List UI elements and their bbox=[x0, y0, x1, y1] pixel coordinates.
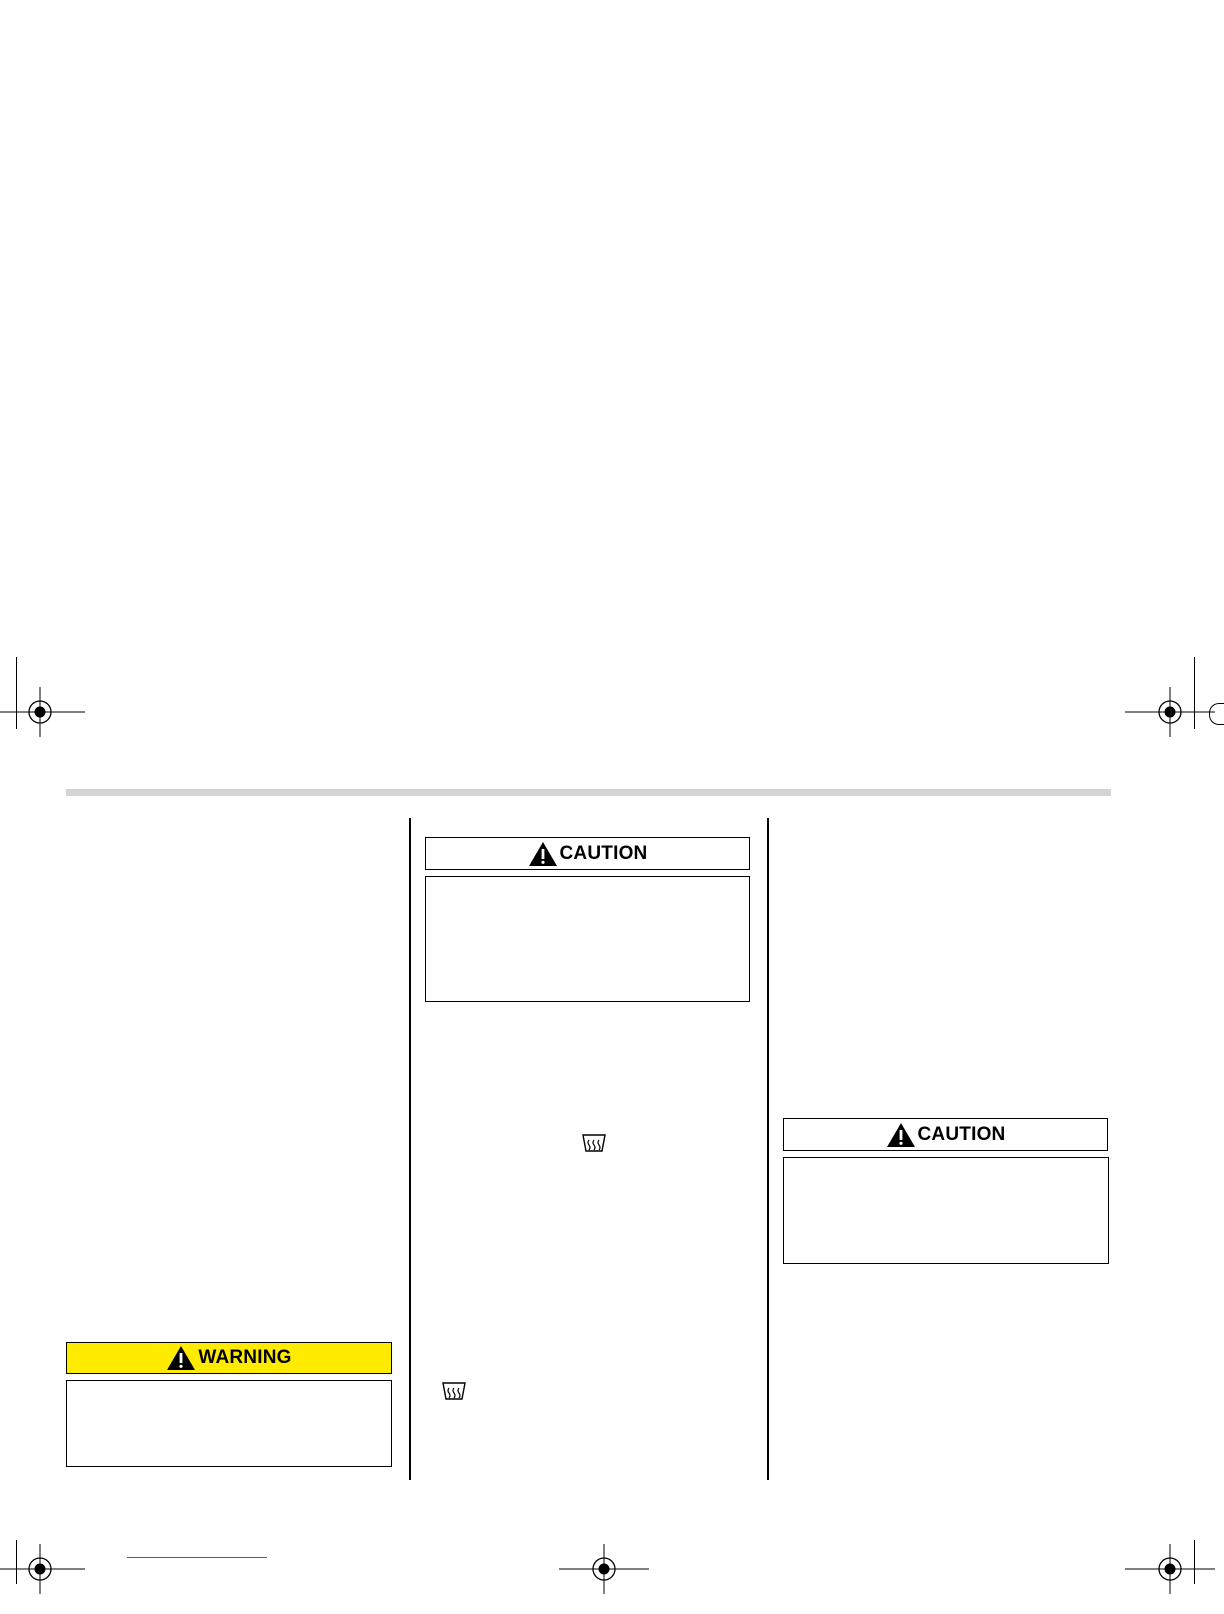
registration-mark-icon bbox=[0, 1524, 85, 1614]
rear-window-defroster-icon bbox=[581, 1132, 607, 1154]
caution-body bbox=[783, 1157, 1109, 1264]
registration-mark-icon bbox=[1125, 1524, 1215, 1614]
registration-mark-icon bbox=[559, 1524, 649, 1614]
registration-mark-icon bbox=[0, 667, 85, 757]
warning-triangle-icon bbox=[886, 1122, 916, 1148]
caution-label: CAUTION bbox=[559, 842, 648, 864]
warning-triangle-icon bbox=[528, 841, 558, 867]
footer-link[interactable] bbox=[127, 1557, 267, 1558]
caution-label: CAUTION bbox=[917, 1123, 1006, 1145]
column-divider bbox=[767, 818, 769, 1480]
header-rule bbox=[66, 789, 1111, 796]
rear-window-defroster-icon bbox=[441, 1380, 467, 1402]
registration-mark-icon bbox=[1209, 703, 1224, 725]
column-divider bbox=[409, 818, 411, 1480]
warning-triangle-icon bbox=[166, 1345, 196, 1371]
caution-header bbox=[783, 1118, 1108, 1151]
warning-label: WARNING bbox=[198, 1347, 292, 1368]
registration-mark-icon bbox=[1125, 667, 1215, 757]
caution-body bbox=[425, 876, 750, 1002]
caution-header bbox=[425, 837, 750, 870]
warning-header bbox=[66, 1342, 392, 1374]
warning-body bbox=[66, 1380, 392, 1467]
